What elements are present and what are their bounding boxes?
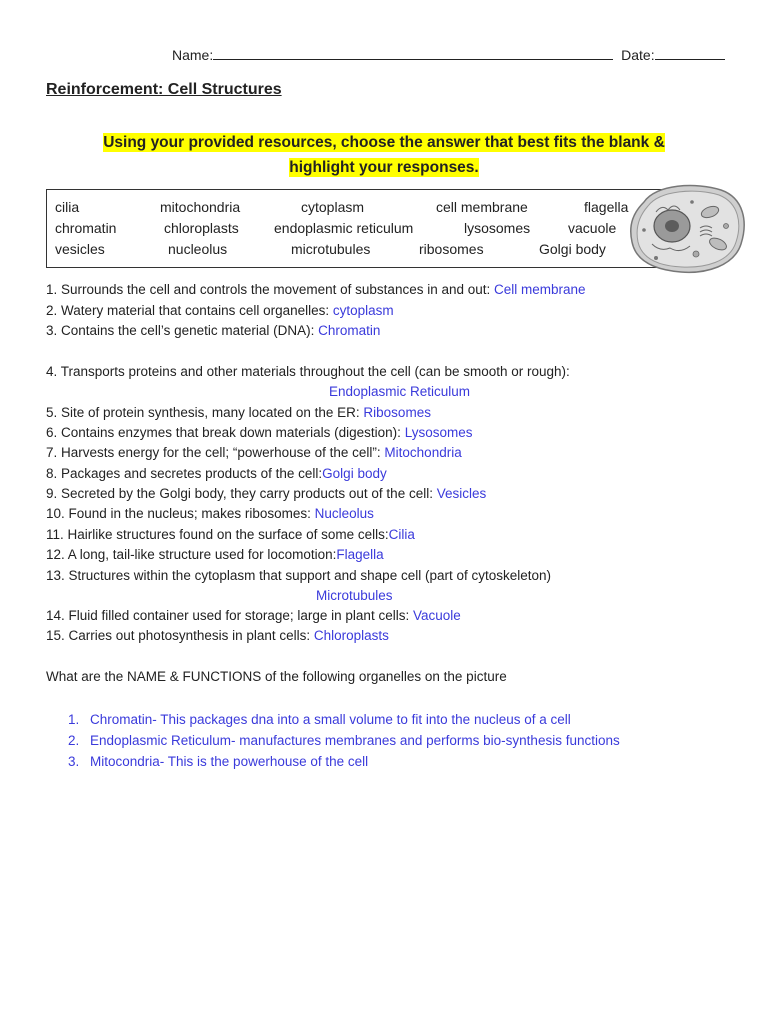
question-item: 15. Carries out photosynthesis in plant cells: Chloroplasts — [46, 628, 389, 643]
question-item: 6. Contains enzymes that break down materials (digestion): Lysosomes — [46, 425, 473, 440]
question-item: 3. Contains the cell’s genetic material (DNA): Chromatin — [46, 323, 381, 338]
word-bank-term: vacuole — [568, 220, 617, 236]
answer-text: Golgi body — [322, 466, 387, 481]
word-bank-term: chromatin — [55, 220, 117, 236]
word-bank-term: ribosomes — [419, 241, 484, 257]
response-item: 3. Mitocondria- This is the powerhouse of the cell — [68, 754, 369, 769]
question-item: 10. Found in the nucleus; makes ribosomes: Nucleolus — [46, 506, 374, 521]
answer-text: Nucleolus — [314, 506, 374, 521]
page-title: Reinforcement: Cell Structures — [46, 81, 282, 98]
vesicle-shape — [693, 251, 699, 257]
name-field[interactable] — [213, 47, 613, 60]
question-item: 2. Watery material that contains cell organelles: cytoplasm — [46, 303, 394, 318]
instructions-line-2: highlight your responses. — [289, 159, 479, 176]
word-bank-term: endoplasmic reticulum — [274, 220, 414, 236]
response-item: 2. Endoplasmic Reticulum- manufactures membranes and performs bio-synthesis functions — [68, 733, 620, 748]
word-bank-term: cytoplasm — [301, 199, 365, 215]
question-item: 7. Harvests energy for the cell; “powerhouse of the cell”: Mitochondria — [46, 445, 462, 460]
word-bank-row — [47, 199, 661, 219]
instructions — [46, 130, 722, 180]
answer-text: Flagella — [336, 547, 384, 562]
word-bank-row — [47, 220, 661, 240]
answer-text: Cilia — [388, 527, 415, 542]
instructions-line-1: Using your provided resources, choose the answer that best fits the blank & — [103, 134, 665, 151]
word-bank-term: microtubules — [291, 241, 371, 257]
animal-cell-illustration — [626, 182, 748, 274]
word-bank-term: mitochondria — [160, 199, 241, 215]
word-bank-term: lysosomes — [464, 220, 531, 236]
answer-text: Ribosomes — [363, 405, 431, 420]
question-item: 11. Hairlike structures found on the surface of some cells:Cilia — [46, 527, 415, 542]
name-date-line — [172, 47, 725, 63]
word-bank-term: chloroplasts — [164, 220, 239, 236]
question-item: 14. Fluid filled container used for storage; large in plant cells: Vacuole — [46, 608, 461, 623]
word-bank-term: cell membrane — [436, 199, 528, 215]
answer-text: Lysosomes — [404, 425, 473, 440]
answer-text: Endoplasmic Reticulum — [329, 384, 471, 399]
word-bank-term: cilia — [55, 199, 80, 215]
question-item: 5. Site of protein synthesis, many located on the ER: Ribosomes — [46, 405, 431, 420]
word-bank-term: flagella — [584, 199, 629, 215]
question-item: 8. Packages and secretes products of the cell:Golgi body — [46, 466, 387, 481]
answer-text: Cell membrane — [494, 282, 586, 297]
question-item: 12. A long, tail-like structure used for locomotion:Flagella — [46, 547, 384, 562]
answer-text: Chloroplasts — [313, 628, 389, 643]
vesicle-shape — [724, 224, 729, 229]
answer-text: Mitochondria — [384, 445, 462, 460]
response-item: 1. Chromatin- This packages dna into a small volume to fit into the nucleus of a cell — [68, 712, 571, 727]
word-bank-term: vesicles — [55, 241, 105, 257]
answer-text: Chromatin — [318, 323, 381, 338]
ribosome-shape — [654, 256, 658, 260]
date-label: Date: — [621, 47, 655, 63]
question-item: 9. Secreted by the Golgi body, they carry products out of the cell: Vesicles — [46, 486, 487, 501]
date-field[interactable] — [655, 47, 725, 60]
ribosome-shape — [642, 228, 646, 232]
answer-text: Microtubules — [316, 588, 393, 603]
answer-text: cytoplasm — [332, 303, 394, 318]
word-bank-term: nucleolus — [168, 241, 228, 257]
word-bank — [46, 189, 662, 268]
question-item: 13. Structures within the cytoplasm that support and shape cell (part of cytoskeleton) — [46, 568, 552, 583]
name-label: Name: — [172, 47, 214, 63]
question-item: 1. Surrounds the cell and controls the movement of substances in and out: Cell membrane — [46, 282, 586, 297]
answer-text: Vesicles — [436, 486, 487, 501]
word-bank-row — [47, 241, 661, 261]
question-item: 4. Transports proteins and other materials throughout the cell (can be smooth or rough): — [46, 364, 570, 379]
organelle-prompt: What are the NAME & FUNCTIONS of the following organelles on the picture — [46, 669, 507, 684]
word-bank-term: Golgi body — [539, 241, 606, 257]
nucleolus-shape — [665, 220, 679, 232]
answer-text: Vacuole — [412, 608, 461, 623]
ribosome-shape — [690, 200, 694, 204]
